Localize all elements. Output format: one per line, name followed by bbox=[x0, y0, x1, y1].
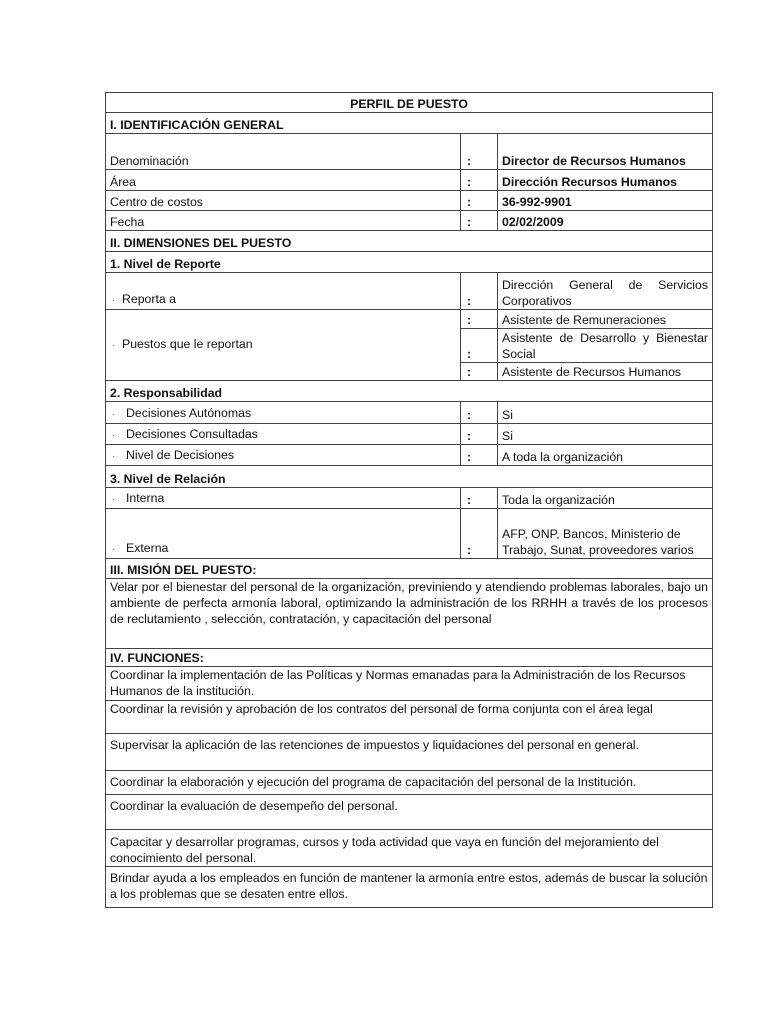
section-heading-row bbox=[106, 231, 713, 252]
separator: : bbox=[461, 488, 498, 509]
field-label: Denominación bbox=[106, 134, 461, 170]
relacion-label: Interna bbox=[126, 491, 165, 505]
bullet: · bbox=[112, 451, 116, 462]
field-label bbox=[106, 445, 461, 466]
subsection-heading-row bbox=[106, 252, 713, 273]
section-heading-row bbox=[106, 113, 713, 134]
field-value: Director de Recursos Humanos bbox=[498, 134, 713, 170]
list-item bbox=[106, 771, 713, 795]
bullet: · bbox=[112, 409, 116, 420]
section-heading-mision: III. MISIÓN DEL PUESTO: bbox=[106, 559, 713, 579]
section-heading-identificacion: I. IDENTIFICACIÓN GENERAL bbox=[106, 113, 713, 134]
table-row bbox=[106, 134, 713, 170]
separator: : bbox=[461, 191, 498, 211]
responsabilidad-label: Nivel de Decisiones bbox=[126, 448, 234, 462]
field-value: Asistente de Recursos Humanos bbox=[498, 363, 713, 381]
function-item: Capacitar y desarrollar programas, cursos y toda actividad que vaya en función del mejoramiento del conocimiento del personal. bbox=[106, 830, 713, 867]
field-value: A toda la organización bbox=[498, 445, 713, 466]
separator: : bbox=[461, 134, 498, 170]
field-label bbox=[106, 273, 461, 310]
responsabilidad-label: Decisiones Consultadas bbox=[126, 427, 258, 441]
function-item: Coordinar la revisión y aprobación de los contratos del personal de forma conjunta con el área legal bbox=[106, 701, 713, 734]
bullet: · bbox=[112, 544, 116, 555]
list-item bbox=[106, 701, 713, 734]
field-value: Si bbox=[498, 424, 713, 445]
subsection-heading-relacion: 3. Nivel de Relación bbox=[106, 466, 713, 488]
table-row bbox=[106, 310, 713, 329]
field-value: Dirección General de Servicios Corporativos bbox=[498, 273, 713, 310]
field-value: 36-992-9901 bbox=[498, 191, 713, 211]
relacion-label: Externa bbox=[126, 541, 169, 555]
list-item bbox=[106, 867, 713, 908]
table-row bbox=[106, 509, 713, 559]
separator: : bbox=[461, 509, 498, 559]
list-item bbox=[106, 830, 713, 867]
field-label bbox=[106, 424, 461, 445]
mission-row bbox=[106, 579, 713, 649]
field-value: Asistente de Remuneraciones bbox=[498, 310, 713, 329]
subsection-heading-row bbox=[106, 466, 713, 488]
field-value: Toda la organización bbox=[498, 488, 713, 509]
subsection-heading-row bbox=[106, 381, 713, 402]
function-item: Coordinar la implementación de las Políticas y Normas emanadas para la Administración de los Recursos Humanos de la institución. bbox=[106, 667, 713, 701]
separator: : bbox=[461, 402, 498, 424]
job-profile-document bbox=[105, 92, 712, 908]
field-label bbox=[106, 310, 461, 381]
job-profile-table bbox=[105, 92, 713, 908]
field-label bbox=[106, 488, 461, 509]
bullet: · bbox=[112, 340, 116, 351]
field-label bbox=[106, 402, 461, 424]
separator: : bbox=[461, 363, 498, 381]
field-label: Fecha bbox=[106, 211, 461, 231]
function-item: Brindar ayuda a los empleados en función de mantener la armonía entre estos, además de buscar la solución a los problemas que se desaten entre ellos. bbox=[106, 867, 713, 908]
separator: : bbox=[461, 424, 498, 445]
function-item: Coordinar la evaluación de desempeño del personal. bbox=[106, 795, 713, 830]
separator: : bbox=[461, 211, 498, 231]
field-value: Asistente de Desarrollo y Bienestar Social bbox=[498, 329, 713, 363]
puestos-label: Puestos que le reportan bbox=[122, 337, 253, 351]
table-row bbox=[106, 273, 713, 310]
table-row bbox=[106, 402, 713, 424]
field-value: 02/02/2009 bbox=[498, 211, 713, 231]
list-item bbox=[106, 667, 713, 701]
table-row bbox=[106, 191, 713, 211]
table-row bbox=[106, 424, 713, 445]
section-heading-row bbox=[106, 649, 713, 667]
list-item bbox=[106, 734, 713, 771]
field-value: Dirección Recursos Humanos bbox=[498, 170, 713, 191]
separator: : bbox=[461, 170, 498, 191]
separator: : bbox=[461, 445, 498, 466]
subsection-heading-responsabilidad: 2. Responsabilidad bbox=[106, 381, 713, 402]
section-heading-row bbox=[106, 559, 713, 579]
bullet: · bbox=[112, 295, 116, 306]
table-row bbox=[106, 488, 713, 509]
reporta-label: Reporta a bbox=[122, 292, 177, 306]
section-heading-funciones: IV. FUNCIONES: bbox=[106, 649, 713, 667]
field-label: Área bbox=[106, 170, 461, 191]
subsection-heading-nivel-reporte: 1. Nivel de Reporte bbox=[106, 252, 713, 273]
field-value: Si bbox=[498, 402, 713, 424]
separator: : bbox=[461, 329, 498, 363]
table-row bbox=[106, 170, 713, 191]
bullet: · bbox=[112, 430, 116, 441]
title-row bbox=[106, 93, 713, 113]
table-row bbox=[106, 211, 713, 231]
field-label: Centro de costos bbox=[106, 191, 461, 211]
separator: : bbox=[461, 273, 498, 310]
mission-text: Velar por el bienestar del personal de la organización, previniendo y atendiendo problemas laborales, bajo un ambiente de perfecta armonía laboral, optimizando la administración de los RRHH a través de los procesos de reclutamiento , selección, contratación, y capacitación del personal bbox=[106, 579, 713, 649]
responsabilidad-label: Decisiones Autónomas bbox=[126, 406, 252, 420]
bullet: · bbox=[112, 494, 116, 505]
section-heading-dimensiones: II. DIMENSIONES DEL PUESTO bbox=[106, 231, 713, 252]
field-value: AFP, ONP, Bancos, Ministerio de Trabajo, Sunat, proveedores varios bbox=[498, 509, 713, 559]
field-label bbox=[106, 509, 461, 559]
document-title: PERFIL DE PUESTO bbox=[106, 93, 713, 113]
table-row bbox=[106, 445, 713, 466]
function-item: Coordinar la elaboración y ejecución del programa de capacitación del personal de la Institución. bbox=[106, 771, 713, 795]
function-item: Supervisar la aplicación de las retenciones de impuestos y liquidaciones del personal en general. bbox=[106, 734, 713, 771]
separator: : bbox=[461, 310, 498, 329]
list-item bbox=[106, 795, 713, 830]
